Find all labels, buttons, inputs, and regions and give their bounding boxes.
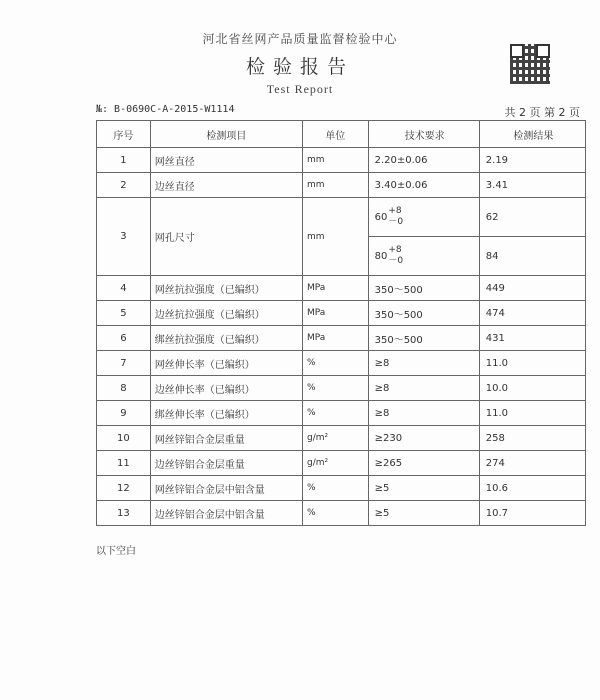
row-no: 12 [97, 476, 151, 501]
row-unit: % [302, 376, 368, 401]
issuing-organization: 河北省丝网产品质量监督检验中心 [202, 32, 398, 46]
row-result: 2.19 [479, 148, 585, 173]
row-unit: mm [302, 173, 368, 198]
row-result: 474 [479, 301, 585, 326]
row-no: 3 [97, 198, 151, 276]
table-row [97, 198, 586, 237]
row-no: 2 [97, 173, 151, 198]
row-item: 边丝锌铝合金层重量 [150, 451, 302, 476]
row-result: 11.0 [479, 401, 585, 426]
row-item: 边丝直径 [150, 173, 302, 198]
row-unit: MPa [302, 301, 368, 326]
header-unit: 单位 [302, 121, 368, 148]
row-requirement: ≥5 [368, 476, 479, 501]
row-result: 274 [479, 451, 585, 476]
row-no: 8 [97, 376, 151, 401]
row-no: 13 [97, 501, 151, 526]
row-item: 网丝锌铝合金层中铝含量 [150, 476, 302, 501]
test-results-table [96, 120, 586, 526]
row-item: 网丝抗拉强度（已编织） [150, 276, 302, 301]
row-requirement: 350～500 [368, 326, 479, 351]
row-item: 边丝锌铝合金层中铝含量 [150, 501, 302, 526]
row-unit: g/m² [302, 451, 368, 476]
row-unit: % [302, 476, 368, 501]
table-row [97, 326, 586, 351]
row-requirement: 350～500 [368, 276, 479, 301]
table-row [97, 351, 586, 376]
row-unit: MPa [302, 326, 368, 351]
row-item: 网丝锌铝合金层重量 [150, 426, 302, 451]
report-title-en: Test Report [266, 82, 334, 96]
row-unit: mm [302, 198, 368, 276]
row-result: 62 [479, 198, 585, 237]
table-row [97, 426, 586, 451]
tolerance [388, 245, 403, 267]
table-row [97, 276, 586, 301]
row-result: 84 [479, 237, 585, 276]
table-row [97, 401, 586, 426]
row-requirement: ≥230 [368, 426, 479, 451]
row-requirement: ≥5 [368, 501, 479, 526]
table-row [97, 376, 586, 401]
row-no: 7 [97, 351, 151, 376]
row-requirement [368, 198, 479, 237]
row-no: 10 [97, 426, 151, 451]
row-result: 431 [479, 326, 585, 351]
row-requirement: 350～500 [368, 301, 479, 326]
table-row [97, 476, 586, 501]
row-item: 网丝伸长率（已编织） [150, 351, 302, 376]
row-unit: % [302, 401, 368, 426]
row-no: 4 [97, 276, 151, 301]
row-requirement: ≥8 [368, 401, 479, 426]
header-item: 检测项目 [150, 121, 302, 148]
row-item: 边丝伸长率（已编织） [150, 376, 302, 401]
blank-below-note: 以下空白 [96, 546, 136, 557]
table-row [97, 451, 586, 476]
row-result: 449 [479, 276, 585, 301]
tolerance-plus: +8 [388, 245, 402, 255]
report-number: №: B-0690C-A-2015-W1114 [96, 104, 235, 115]
table-header-row [97, 121, 586, 148]
page-info: 共 2 页 第 2 页 [504, 106, 580, 119]
row-result: 11.0 [479, 351, 585, 376]
row-item: 网丝直径 [150, 148, 302, 173]
qr-code-icon [510, 44, 550, 84]
row-result: 10.6 [479, 476, 585, 501]
row-no: 11 [97, 451, 151, 476]
table-row [97, 501, 586, 526]
row-requirement: 3.40±0.06 [368, 173, 479, 198]
row-item: 网孔尺寸 [150, 198, 302, 276]
row-no: 5 [97, 301, 151, 326]
tolerance-base: 80 [374, 251, 388, 262]
row-unit: % [302, 501, 368, 526]
row-result: 3.41 [479, 173, 585, 198]
table-row [97, 301, 586, 326]
row-no: 9 [97, 401, 151, 426]
row-unit: g/m² [302, 426, 368, 451]
row-requirement: 2.20±0.06 [368, 148, 479, 173]
header-no: 序号 [97, 121, 151, 148]
row-requirement: ≥8 [368, 376, 479, 401]
row-unit: % [302, 351, 368, 376]
row-item: 绑丝抗拉强度（已编织） [150, 326, 302, 351]
row-no: 6 [97, 326, 151, 351]
tolerance-minus: －0 [388, 256, 404, 266]
row-no: 1 [97, 148, 151, 173]
table-row [97, 173, 586, 198]
tolerance [388, 206, 403, 228]
tolerance-minus: －0 [388, 217, 404, 227]
row-requirement: ≥265 [368, 451, 479, 476]
table-row [97, 148, 586, 173]
row-item: 绑丝伸长率（已编织） [150, 401, 302, 426]
tolerance-plus: +8 [388, 206, 402, 216]
row-result: 10.7 [479, 501, 585, 526]
header-result: 检测结果 [479, 121, 585, 148]
row-unit: MPa [302, 276, 368, 301]
row-result: 10.0 [479, 376, 585, 401]
row-unit: mm [302, 148, 368, 173]
row-requirement [368, 237, 479, 276]
row-item: 边丝抗拉强度（已编织） [150, 301, 302, 326]
report-title-cn: 检验报告 [245, 56, 354, 78]
tolerance-base: 60 [374, 212, 388, 223]
report-meta [96, 104, 580, 120]
row-requirement: ≥8 [368, 351, 479, 376]
header-requirement: 技术要求 [368, 121, 479, 148]
row-result: 258 [479, 426, 585, 451]
